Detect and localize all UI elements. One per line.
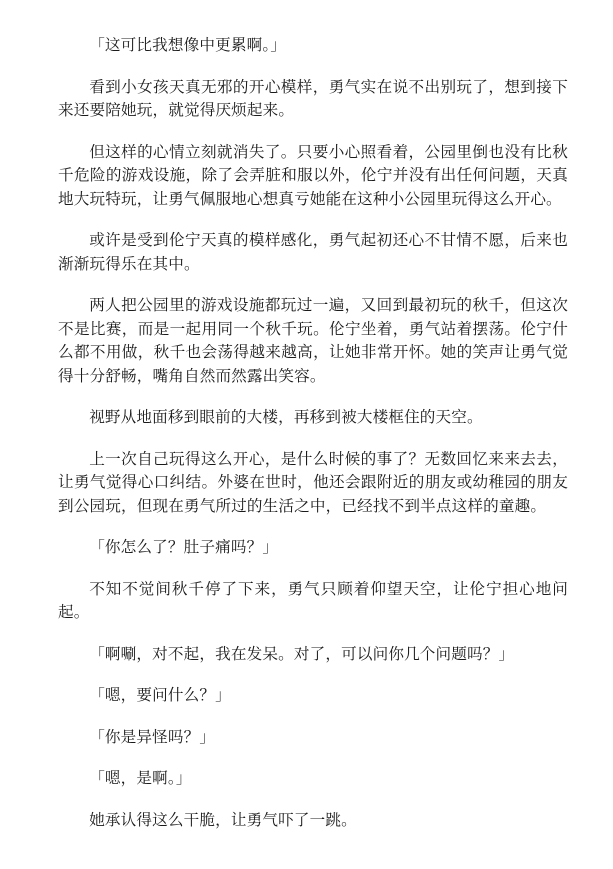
paragraph: 两人把公园里的游戏设施都玩过一遍，又回到最初玩的秋千，但这次不是比赛，而是一起用同一个秋千玩。伦宁坐着，勇气站着摆荡。伦宁什么都不用做，秋千也会荡得越来越高，让她非常开怀。她的笑声让勇气觉得十分舒畅，嘴角自然而然露出笑容。 <box>58 296 568 385</box>
paragraph: 视野从地面移到眼前的大楼，再移到被大楼框住的天空。 <box>89 408 483 426</box>
body-text <box>58 34 568 850</box>
paragraph: 不知不觉间秋千停了下来，勇气只顾着仰望天空，让伦宁担心地问起。 <box>58 579 568 621</box>
paragraph: 或许是受到伦宁天真的模样感化，勇气起初还心不甘情不愿，后来也渐渐玩得乐在其中。 <box>58 231 568 273</box>
paragraph: 她承认得这么干脆，让勇气吓了一跳。 <box>89 810 357 829</box>
paragraph: 「啊唰，对不起，我在发呆。对了，可以问你几个问题吗？」 <box>89 644 515 663</box>
paragraph: 「嗯，是啊。」 <box>89 769 192 787</box>
paragraph: 「你是异怪吗？」 <box>89 727 216 746</box>
paragraph: 上一次自己玩得这么开心，是什么时候的事了？无数回忆来来去去，让勇气觉得心口纠结。外婆在世时，他还会跟附近的朋友或幼稚园的朋友到公园玩，但现在勇气所过的生活之中，已经找不到半点这样的童趣。 <box>58 449 568 515</box>
paragraph: 看到小女孩天真无邪的开心模样，勇气实在说不出别玩了，想到接下来还要陪她玩，就觉得厌烦起来。 <box>58 77 568 119</box>
paragraph: 「你怎么了？肚子痛吗？」 <box>89 538 279 556</box>
paragraph: 「这可比我想像中更累啊。」 <box>89 36 287 54</box>
paragraph: 「嗯，要问什么？」 <box>89 686 231 704</box>
paragraph: 但这样的心情立刻就消失了。只要小心照看着，公园里倒也没有比秋千危险的游戏设施，除了会弄脏和服以外，伦宁并没有出任何问题，天真地大玩特玩，让勇气佩服地心想真亏她能在这种小公园里玩得这么开心。 <box>58 142 568 208</box>
